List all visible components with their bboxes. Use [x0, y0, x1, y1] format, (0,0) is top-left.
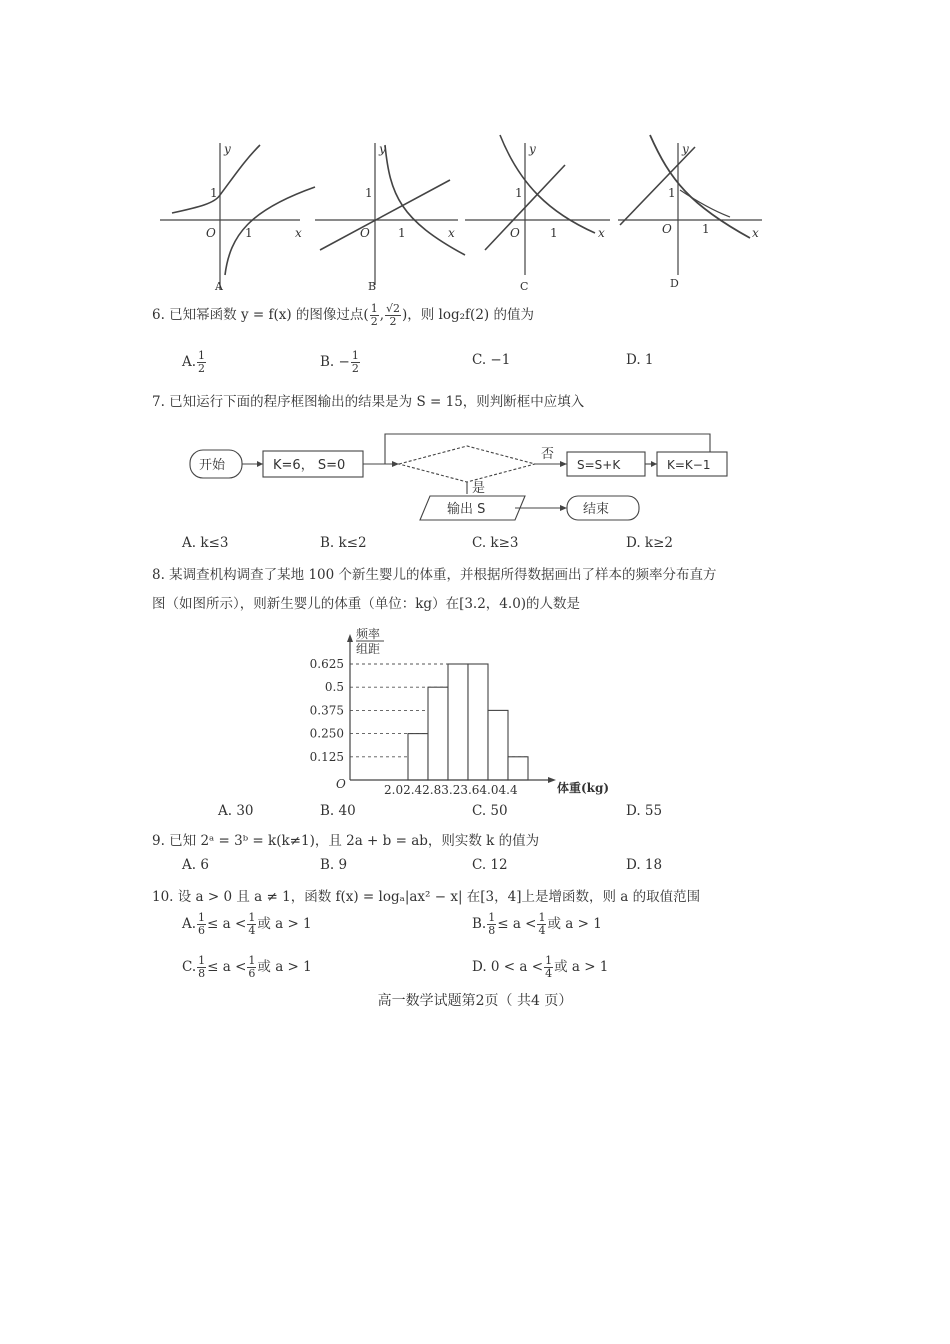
q10-option-c-num-2: 1 — [248, 954, 256, 967]
flow-arrowhead-2 — [392, 461, 399, 467]
q6-option-a-num: 1 — [198, 349, 206, 362]
graph-d-label: D — [670, 277, 679, 290]
flow-step2-label: K=K−1 — [667, 458, 711, 472]
question-8-line-1: 8. 某调查机构调查了某地 100 个新生婴儿的体重，并根据所得数据画出了样本的频率分布直方 — [152, 567, 717, 583]
q6-point-x-num: 1 — [370, 302, 378, 315]
histogram-bar — [468, 664, 488, 780]
q10-option-c-tail: 或 a > 1 — [257, 959, 312, 975]
q6-option-a-frac — [197, 350, 206, 375]
graph-b-one: 1 — [365, 186, 373, 200]
q6-prefix: 6. 已知幂函数 y = f(x) 的图像过点( — [152, 307, 369, 323]
q8-option-c: C. 50 — [472, 803, 508, 819]
histogram-x-arrowhead — [548, 777, 556, 783]
q10-option-b-num-2: 1 — [538, 911, 546, 924]
q10-option-c-mid: ≤ a < — [207, 959, 247, 975]
histogram-y-tick-label: 0.125 — [309, 749, 344, 764]
histogram-y-tick-label: 0.375 — [309, 703, 344, 718]
q6-point-y — [385, 303, 401, 328]
flow-arrowhead-1 — [257, 461, 263, 467]
histogram-y-tick-label: 0.625 — [309, 657, 344, 671]
graph-b-line — [320, 180, 450, 250]
q6-option-a-label: A. — [182, 354, 197, 370]
q9-option-d: D. 18 — [626, 857, 663, 873]
q10-option-b-label: B. — [472, 916, 487, 932]
q10-option-a-num-1: 1 — [198, 911, 206, 924]
q6-option-b-den: 2 — [351, 362, 359, 375]
flow-arrowhead-3 — [560, 461, 567, 467]
histogram-ylabel-top: 频率 — [356, 627, 381, 641]
q6-option-a — [182, 350, 207, 375]
flow-start-label: 开始 — [199, 458, 226, 473]
flow-yes-label: 是 — [472, 481, 486, 496]
question-8-line-2: 图（如图所示），则新生婴儿的体重（单位：kg）在[3.2，4.0)的人数是 — [152, 596, 581, 612]
q9-option-a: A. 6 — [182, 857, 209, 873]
histogram-y-arrowhead — [347, 634, 353, 642]
q10-option-d-den: 4 — [545, 967, 553, 980]
histogram-ylabel-bottom: 组距 — [356, 642, 381, 656]
histogram-bar — [448, 664, 468, 780]
q8-option-d: D. 55 — [626, 803, 663, 819]
graph-a-one: 1 — [210, 186, 218, 200]
q10-option-a-den-2: 4 — [248, 924, 256, 937]
graph-a-x-one: 1 — [245, 226, 253, 240]
flow-step1-label: S=S+K — [577, 458, 621, 472]
graph-a-label: A — [215, 280, 223, 293]
question-10: 10. 设 a > 0 且 a ≠ 1，函数 f(x) = logₐ|ax² − x| 在[3，4]上是增函数，则 a 的取值范围 — [152, 889, 701, 905]
q7-option-b: B. k≤2 — [320, 535, 367, 551]
q8-option-a: A. 30 — [218, 803, 254, 819]
q10-option-d-num: 1 — [545, 954, 553, 967]
histogram-xlabel: 体重(kg) — [557, 781, 610, 795]
graph-d-one: 1 — [668, 186, 676, 200]
q6-option-b-num: 1 — [351, 349, 359, 362]
q10-option-a-frac-2 — [247, 912, 256, 937]
graph-c-x-one: 1 — [550, 226, 558, 240]
q10-option-c-den-1: 8 — [198, 967, 206, 980]
q10-option-a-den-1: 6 — [198, 924, 206, 937]
histogram — [300, 622, 620, 802]
q6-option-b-frac — [351, 350, 360, 375]
flow-output-label: 输出 S — [447, 502, 486, 517]
flow-decision-box — [399, 446, 535, 482]
histogram-bar — [408, 734, 428, 780]
graph-c-origin: O — [510, 226, 520, 240]
graph-b-origin: O — [360, 226, 370, 240]
q10-option-a-label: A. — [182, 916, 197, 932]
q10-option-b-num-1: 1 — [488, 911, 496, 924]
q10-option-b-den-1: 8 — [488, 924, 496, 937]
graph-b-x-label: x — [448, 226, 455, 240]
q9-option-c: C. 12 — [472, 857, 508, 873]
q10-option-a-mid: ≤ a < — [207, 916, 247, 932]
graph-b-x-one: 1 — [398, 226, 406, 240]
histogram-y-tick-label: 0.250 — [309, 726, 344, 741]
q10-option-d-label: D. 0 < a < — [472, 959, 544, 975]
histogram-x-tick-labels: 2.02.42.83.23.64.04.4 — [384, 783, 518, 797]
page-footer: 高一数学试题第2页（ 共4 页） — [377, 993, 573, 1009]
graph-a-origin: O — [206, 226, 216, 240]
q6-point-x-den: 2 — [370, 315, 378, 328]
flow-arrowhead-5 — [560, 505, 567, 511]
q7-option-c: C. k≥3 — [472, 535, 519, 551]
q10-option-b-tail: 或 a > 1 — [547, 916, 602, 932]
q6-option-b — [320, 350, 361, 375]
graph-d-x-label: x — [752, 226, 759, 240]
q10-option-b — [472, 912, 602, 937]
q10-option-d-frac — [544, 955, 553, 980]
histogram-bar — [488, 710, 508, 780]
q10-option-a-num-2: 1 — [248, 911, 256, 924]
graph-c-label: C — [520, 280, 529, 293]
graph-c-x-label: x — [598, 226, 605, 240]
q10-option-d-tail: 或 a > 1 — [554, 959, 609, 975]
graph-b-y-label: y — [379, 142, 386, 156]
question-9: 9. 已知 2ᵃ = 3ᵇ = k(k≠1)，且 2a + b = ab，则实数 k 的值为 — [152, 833, 540, 849]
q10-option-b-frac-2 — [537, 912, 546, 937]
q6-point-y-num: √2 — [385, 302, 400, 315]
graph-c-y-label: y — [529, 142, 536, 156]
flow-no-label: 否 — [541, 447, 555, 462]
graph-d-x-one: 1 — [702, 222, 710, 236]
q6-option-a-den: 2 — [198, 362, 206, 375]
q10-option-b-frac-1 — [487, 912, 496, 937]
q7-option-a: A. k≤3 — [182, 535, 229, 551]
q6-option-c: C. −1 — [472, 352, 511, 368]
flow-end-label: 结束 — [583, 502, 610, 517]
histogram-origin: O — [336, 777, 346, 791]
histogram-y-tick-label: 0.5 — [324, 680, 344, 695]
q6-option-b-label: B. − — [320, 354, 350, 370]
flow-init-label: K=6， S=0 — [273, 458, 346, 473]
graph-d-origin: O — [662, 222, 672, 236]
histogram-bar — [508, 757, 528, 780]
q10-option-b-den-2: 4 — [538, 924, 546, 937]
q6-option-d: D. 1 — [626, 352, 654, 368]
q10-option-c-num-1: 1 — [198, 954, 206, 967]
function-graphs — [150, 125, 775, 295]
graph-a-y-label: y — [224, 142, 231, 156]
q10-option-b-mid: ≤ a < — [497, 916, 537, 932]
q10-option-a-tail: 或 a > 1 — [257, 916, 312, 932]
q7-option-d: D. k≥2 — [626, 535, 674, 551]
q10-option-c-den-2: 6 — [248, 967, 256, 980]
graph-a-curve-1 — [172, 145, 260, 213]
q6-point-y-den: 2 — [389, 315, 397, 328]
flow-arrowhead-4 — [651, 461, 657, 467]
histogram-bar — [428, 687, 448, 780]
graph-d-y-label: y — [682, 142, 689, 156]
q6-suffix: )，则 log₂f(2) 的值为 — [402, 307, 534, 323]
graph-a-x-label: x — [295, 226, 302, 240]
q10-option-a-frac-1 — [197, 912, 206, 937]
q10-option-c-frac-1 — [197, 955, 206, 980]
graph-d-line — [620, 147, 695, 225]
flowchart — [185, 428, 745, 528]
q10-option-c — [182, 955, 312, 980]
q10-option-c-frac-2 — [247, 955, 256, 980]
q10-option-d — [472, 955, 608, 980]
question-7: 7. 已知运行下面的程序框图输出的结果是为 S = 15，则判断框中应填入 — [152, 394, 585, 410]
graph-b-label: B — [368, 280, 377, 293]
question-6 — [152, 303, 534, 328]
graph-c-one: 1 — [515, 186, 523, 200]
q6-point-x — [370, 303, 379, 328]
q8-option-b: B. 40 — [320, 803, 356, 819]
q6-sep: , — [379, 307, 384, 323]
q10-option-c-label: C. — [182, 959, 197, 975]
q9-option-b: B. 9 — [320, 857, 348, 873]
q10-option-a — [182, 912, 312, 937]
